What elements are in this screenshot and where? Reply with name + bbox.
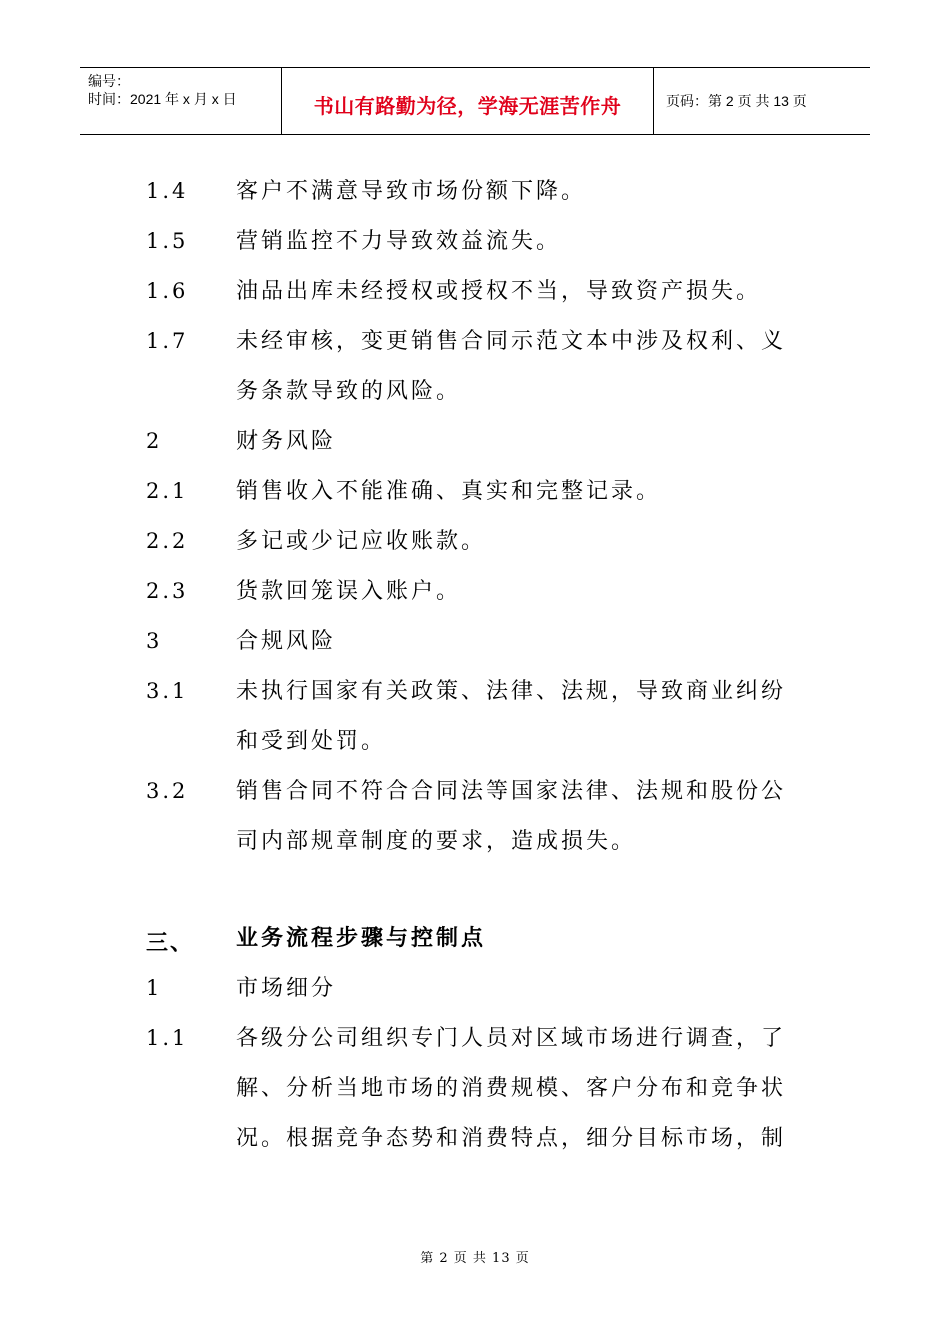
item-number: 2.1 (146, 479, 189, 503)
item-text (236, 217, 811, 267)
item-number: 1.6 (146, 279, 189, 303)
header-meta-cell (80, 68, 282, 134)
header-page-cell (654, 68, 870, 134)
page-footer (0, 1247, 950, 1266)
item-line: 和受到处罚。 (236, 729, 387, 754)
item-number: 3.1 (146, 679, 189, 703)
item-number: 1.7 (146, 329, 189, 353)
section-title-text: 业务流程步骤与控制点 (236, 926, 487, 951)
serial-number-label: 编号： (88, 73, 130, 89)
footer-page-number: 第 2 页 共 13 页 (420, 1251, 530, 1266)
item-line: 各级分公司组织专门人员对区域市场进行调查，了 (236, 1026, 787, 1051)
item-number: 1.5 (146, 229, 189, 253)
motto-text: 书山有路勤为径，学海无涯苦作舟 (313, 93, 622, 118)
item-number: 3 (146, 629, 163, 653)
item-number: 2.2 (146, 529, 189, 553)
item-number: 2.3 (146, 579, 189, 603)
item-line: 解、分析当地市场的消费规模、客户分布和竞争状 (236, 1076, 787, 1101)
item-text (236, 567, 811, 617)
item-text (236, 467, 811, 517)
item-line: 未经审核，变更销售合同示范文本中涉及权利、义 (236, 329, 787, 354)
item-line: 货款回笼误入账户。 (236, 579, 462, 604)
item-number: 3.2 (146, 779, 189, 803)
item-line: 市场细分 (236, 976, 337, 1001)
item-line: 财务风险 (236, 429, 337, 454)
item-text (236, 417, 811, 467)
item-text (236, 964, 811, 1014)
item-text (236, 617, 811, 667)
item-line: 多记或少记应收账款。 (236, 529, 487, 554)
item-number: 2 (146, 429, 163, 453)
item-text (236, 167, 811, 217)
item-text (236, 317, 811, 417)
item-line: 况。根据竞争态势和消费特点，细分目标市场，制 (236, 1126, 787, 1151)
page-number-label: 页码：第 2 页 共 13 页 (666, 93, 807, 109)
item-text (236, 517, 811, 567)
date-label: 时间：2021 年 x 月 x 日 (88, 91, 237, 107)
item-line: 营销监控不力导致效益流失。 (236, 229, 562, 254)
header-motto-cell (282, 68, 654, 134)
item-number: 1.1 (146, 1026, 189, 1050)
item-line: 销售收入不能准确、真实和完整记录。 (236, 479, 662, 504)
item-number: 1.4 (146, 179, 189, 203)
item-line: 务条款导致的风险。 (236, 379, 462, 404)
item-line: 司内部规章制度的要求，造成损失。 (236, 829, 637, 854)
item-line: 油品出库未经授权或授权不当，导致资产损失。 (236, 279, 762, 304)
item-text (236, 667, 811, 767)
item-line: 客户不满意导致市场份额下降。 (236, 179, 587, 204)
header-table (80, 67, 870, 135)
item-line: 合规风险 (236, 629, 337, 654)
section-title (236, 914, 811, 964)
item-text (236, 267, 811, 317)
section-number: 三、 (146, 931, 195, 956)
item-text (236, 1014, 811, 1164)
item-line: 销售合同不符合合同法等国家法律、法规和股份公 (236, 779, 787, 804)
item-line: 未执行国家有关政策、法律、法规，导致商业纠纷 (236, 679, 787, 704)
item-text (236, 767, 811, 867)
item-number: 1 (146, 976, 163, 1000)
